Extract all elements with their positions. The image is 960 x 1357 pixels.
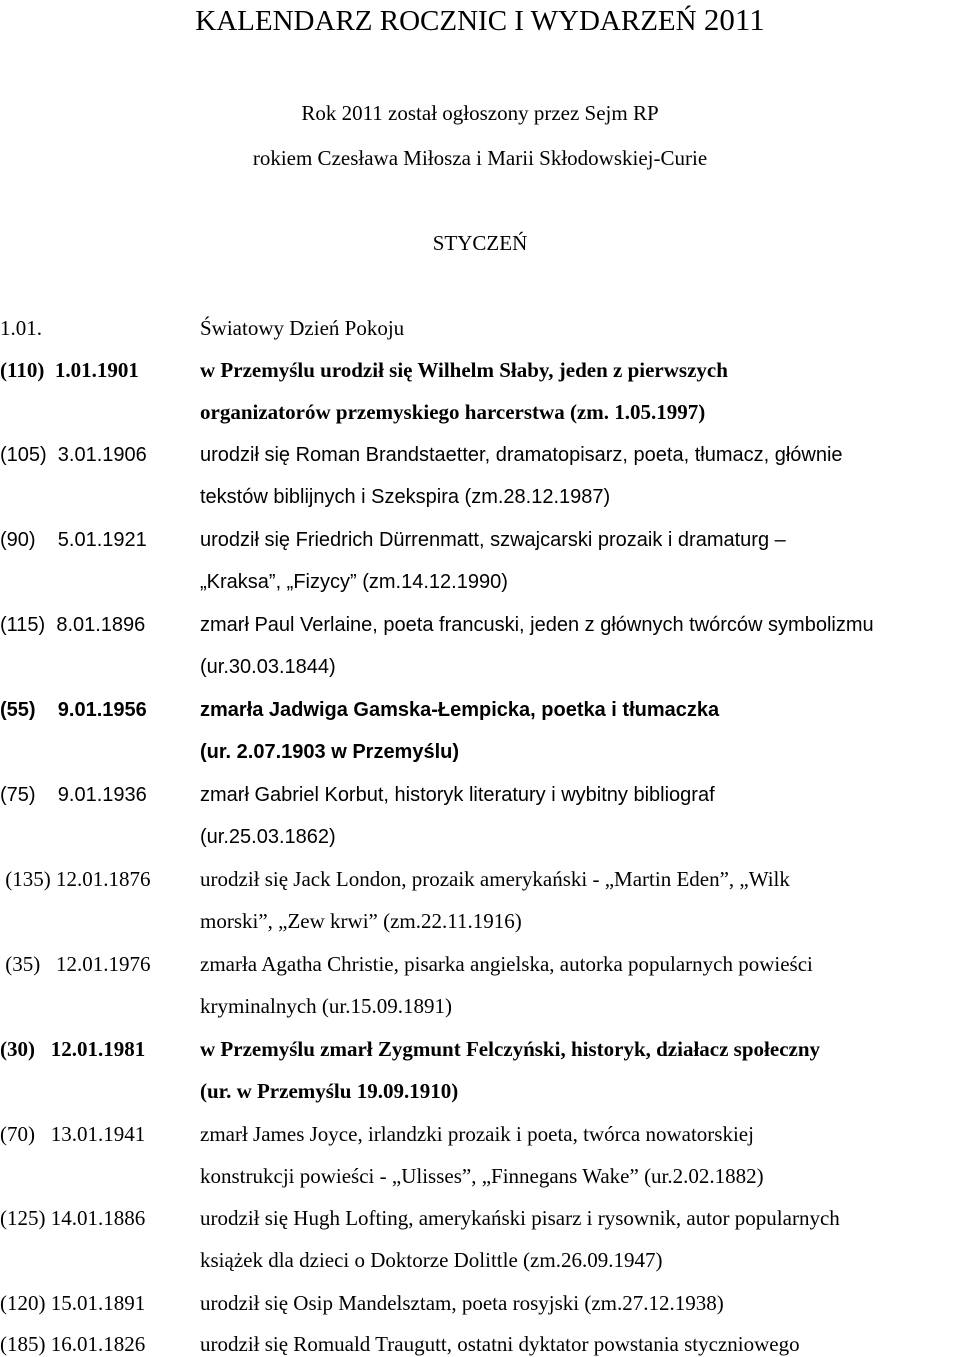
entry-date: (35) 12.01.1976 xyxy=(0,952,151,976)
entry-text-continued: morski”, „Zew krwi” (zm.22.11.1916) xyxy=(200,909,522,933)
entry-text: urodził się Friedrich Dürrenmatt, szwajcarski prozaik i dramaturg – xyxy=(200,529,786,551)
entry-text: urodził się Jack London, prozaik amerykański - „Martin Eden”, „Wilk xyxy=(200,867,790,891)
entry-text: Światowy Dzień Pokoju xyxy=(200,316,405,340)
intro-line-2: rokiem Czesława Miłosza i Marii Skłodowskiej-Curie xyxy=(252,146,708,170)
entry-text-continued: konstrukcji powieści - „Ulisses”, „Finnegans Wake” (ur.2.02.1882) xyxy=(200,1164,764,1188)
entry-text: urodził się Roman Brandstaetter, dramatopisarz, poeta, tłumacz, głównie xyxy=(200,444,843,466)
entry-date: (75) 9.01.1936 xyxy=(0,784,147,806)
entry-text: zmarł Paul Verlaine, poeta francuski, jeden z głównych twórców symbolizmu xyxy=(200,614,874,636)
month-heading: STYCZEŃ xyxy=(432,231,528,255)
entry-text-continued: (ur. w Przemyślu 19.09.1910) xyxy=(200,1079,459,1103)
entry-text: urodził się Osip Mandelsztam, poeta rosyjski (zm.27.12.1938) xyxy=(200,1291,724,1315)
entry-date: (55) 9.01.1956 xyxy=(0,699,147,721)
entry-text: zmarł Gabriel Korbut, historyk literatury i wybitny bibliograf xyxy=(200,784,715,806)
entry-text-continued: (ur.30.03.1844) xyxy=(200,656,336,678)
entry-text-continued: (ur.25.03.1862) xyxy=(200,826,336,848)
entry-text: zmarła Agatha Christie, pisarka angielska, autorka popularnych powieści xyxy=(200,952,813,976)
entry-date: (110) 1.01.1901 xyxy=(0,358,139,382)
entry-text: w Przemyślu urodził się Wilhelm Słaby, jeden z pierwszych xyxy=(200,358,728,382)
entry-text: zmarł James Joyce, irlandzki prozaik i poeta, twórca nowatorskiej xyxy=(200,1122,754,1146)
entry-date: (185) 16.01.1826 xyxy=(0,1332,146,1356)
entry-date: (120) 15.01.1891 xyxy=(0,1291,146,1315)
entry-text-continued: (ur. 2.07.1903 w Przemyślu) xyxy=(200,741,460,763)
title-year: 2011 xyxy=(703,2,765,37)
entry-date: (70) 13.01.1941 xyxy=(0,1122,146,1146)
entry-date: (135) 12.01.1876 xyxy=(0,867,151,891)
entry-text: w Przemyślu zmarł Zygmunt Felczyński, historyk, działacz społeczny xyxy=(200,1037,821,1061)
entry-text-continued: tekstów biblijnych i Szekspira (zm.28.12.1987) xyxy=(200,486,611,508)
title-text: KALENDARZ ROCZNIC I WYDARZEŃ xyxy=(195,5,697,37)
entry-date: (105) 3.01.1906 xyxy=(0,444,147,466)
entry-date: 1.01. xyxy=(0,316,42,340)
entry-text-continued: organizatorów przemyskiego harcerstwa (zm. 1.05.1997) xyxy=(200,400,706,424)
document-title xyxy=(0,2,960,39)
entry-text: urodził się Hugh Lofting, amerykański pisarz i rysownik, autor popularnych xyxy=(200,1206,840,1230)
entry-text-continued: kryminalnych (ur.15.09.1891) xyxy=(200,994,452,1018)
entry-text-continued: „Kraksa”, „Fizycy” (zm.14.12.1990) xyxy=(200,571,508,593)
entry-text: urodził się Romuald Traugutt, ostatni dyktator powstania styczniowego xyxy=(200,1332,800,1356)
entry-date: (90) 5.01.1921 xyxy=(0,529,147,551)
entry-text: zmarła Jadwiga Gamska-Łempicka, poetka i tłumaczka xyxy=(200,699,720,721)
entry-date: (115) 8.01.1896 xyxy=(0,614,146,636)
entry-date: (30) 12.01.1981 xyxy=(0,1037,146,1061)
intro-line-1: Rok 2011 został ogłoszony przez Sejm RP xyxy=(301,101,659,125)
entry-text-continued: książek dla dzieci o Doktorze Dolittle (zm.26.09.1947) xyxy=(200,1248,663,1272)
entry-date: (125) 14.01.1886 xyxy=(0,1206,146,1230)
